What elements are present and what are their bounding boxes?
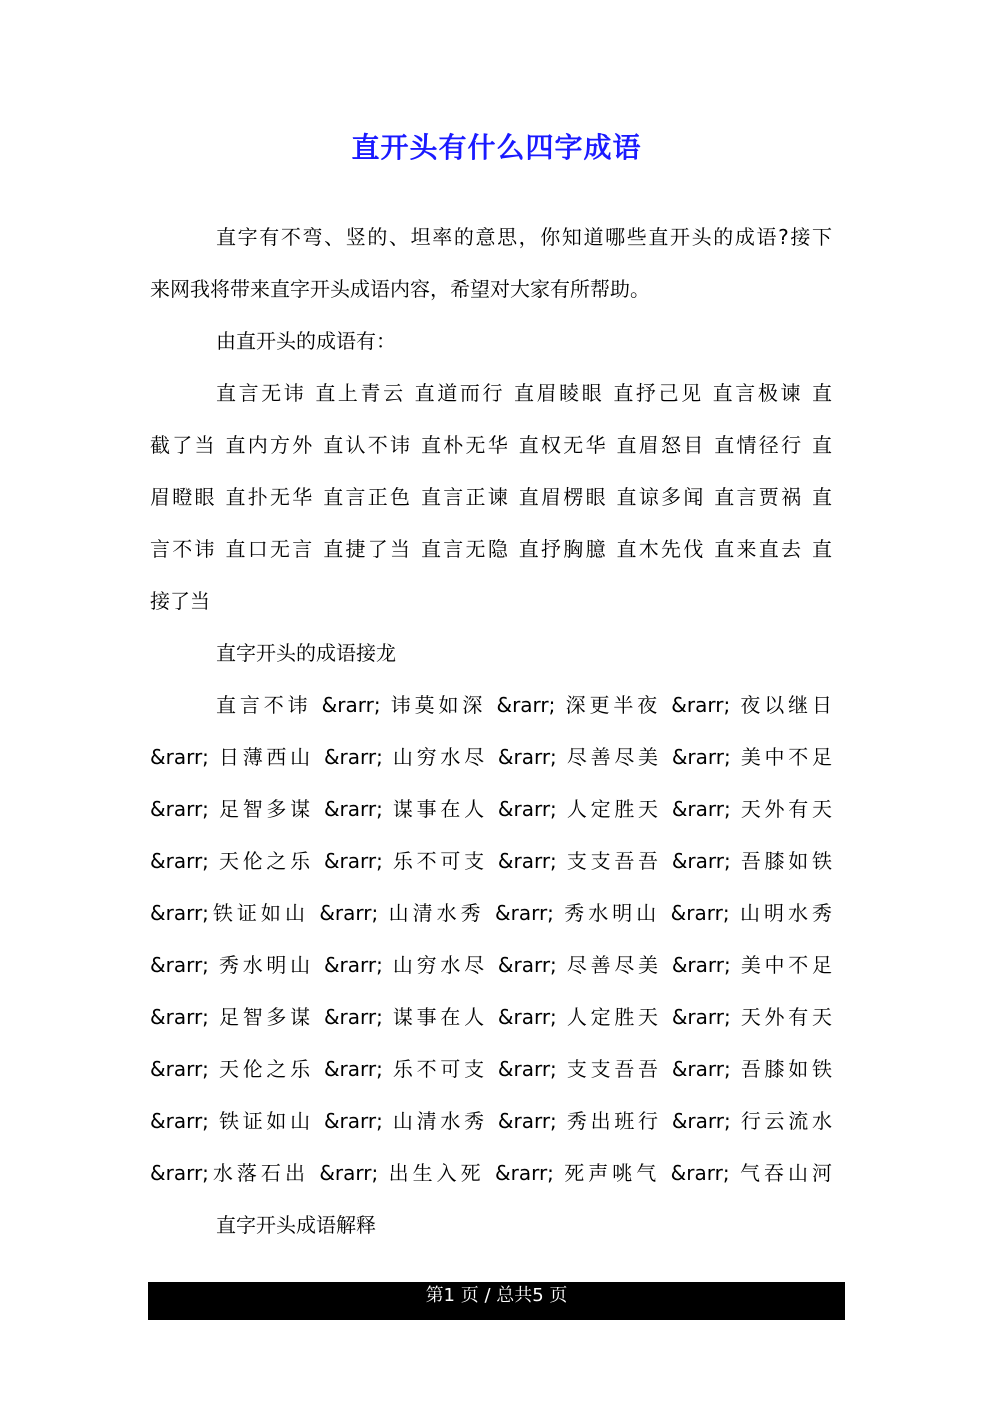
document-title: 直开头有什么四字成语 [351,131,642,164]
text-line: &rarr; 铁证如山 &rarr; 山清水秀 &rarr; 秀出班行 &rarr; 行云流水 [150,1109,832,1133]
page-indicator: 第1 页 / 总共5 页 [425,1285,568,1306]
text-line: &rarr;铁证如山 &rarr; 山清水秀 &rarr; 秀水明山 &rarr; 山明水秀 [150,901,832,925]
text-line: &rarr; 天伦之乐 &rarr; 乐不可支 &rarr; 支支吾吾 &rarr; 吾膝如铁 [150,849,832,873]
page-footer [148,1282,845,1320]
document-body [150,211,832,1251]
text-line: &rarr; 日薄西山 &rarr; 山穷水尽 &rarr; 尽善尽美 &rarr; 美中不足 [150,745,832,769]
text-line: 由直开头的成语有： [216,329,396,353]
text-line: 直字开头的成语接龙 [216,641,396,665]
text-line: 直字有不弯、竖的、坦率的意思，你知道哪些直开头的成语?接下 [216,225,832,249]
text-line: &rarr; 足智多谋 &rarr; 谋事在人 &rarr; 人定胜天 &rarr; 天外有天 [150,797,832,821]
text-line: &rarr;水落石出 &rarr; 出生入死 &rarr; 死声咷气 &rarr; 气吞山河 [150,1161,832,1185]
text-line: &rarr; 天伦之乐 &rarr; 乐不可支 &rarr; 支支吾吾 &rarr; 吾膝如铁 [150,1057,832,1081]
text-line: &rarr; 秀水明山 &rarr; 山穷水尽 &rarr; 尽善尽美 &rarr; 美中不足 [150,953,832,977]
text-line: &rarr; 足智多谋 &rarr; 谋事在人 &rarr; 人定胜天 &rarr; 天外有天 [150,1005,832,1029]
text-line: 截了当 直内方外 直认不讳 直朴无华 直权无华 直眉怒目 直情径行 直 [150,433,832,457]
text-line: 来网我将带来直字开头成语内容，希望对大家有所帮助。 [150,277,650,301]
text-line: 直言不讳 &rarr; 讳莫如深 &rarr; 深更半夜 &rarr; 夜以继日 [216,693,832,717]
text-line: 眉瞪眼 直扑无华 直言正色 直言正谏 直眉楞眼 直谅多闻 直言贾祸 直 [150,485,832,509]
text-line: 接了当 [150,589,210,613]
text-line: 直字开头成语解释 [216,1213,376,1237]
text-line: 直言无讳 直上青云 直道而行 直眉睖眼 直抒己见 直言极谏 直 [216,381,832,405]
text-line: 言不讳 直口无言 直捷了当 直言无隐 直抒胸臆 直木先伐 直来直去 直 [150,537,832,561]
